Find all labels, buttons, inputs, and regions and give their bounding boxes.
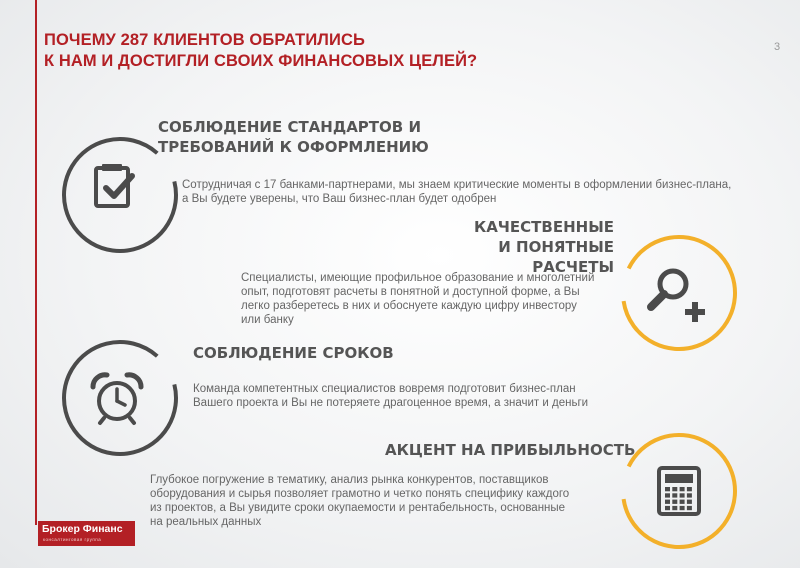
section-calculations-desc-line-2: опыт, подготовят расчеты в понятной и доступной форме, а Вы bbox=[241, 286, 580, 298]
section-profitability-title bbox=[385, 440, 635, 460]
page-number: 3 bbox=[774, 41, 781, 53]
section-profitability-desc-line-2: оборудования и сырья позволяет грамотно и четко понять специфику каждого bbox=[150, 488, 570, 500]
page-title bbox=[44, 30, 477, 72]
section-calculations-title-line-2: И ПОНЯТНЫЕ РАСЧЕТЫ bbox=[498, 238, 614, 276]
section-calculations-title bbox=[420, 217, 614, 277]
section-profitability-desc bbox=[150, 473, 569, 529]
section-standards-title-line-2: ТРЕБОВАНИЙ К ОФОРМЛЕНИЮ bbox=[158, 138, 429, 156]
calculator-key bbox=[672, 493, 677, 497]
calculator-key bbox=[687, 487, 692, 491]
section-profitability-desc-line-1: Глубокое погружение в тематику, анализ рынка конкурентов, поставщиков bbox=[150, 474, 549, 486]
calculator-key bbox=[665, 487, 670, 491]
calculator-key bbox=[665, 506, 670, 510]
company-logo bbox=[38, 521, 135, 546]
section-calculations-desc-line-1: Специалисты, имеющие профильное образование и многолетний bbox=[241, 272, 595, 284]
section-deadlines-title-line-1: СОБЛЮДЕНИЕ СРОКОВ bbox=[193, 344, 394, 362]
calculator-key bbox=[665, 493, 670, 497]
section-profitability-title-line-1: АКЦЕНТ НА ПРИБЫЛЬНОСТЬ bbox=[385, 441, 636, 459]
checklist-icon bbox=[92, 162, 142, 212]
section-profitability-desc-line-3: из проектов, а Вы увидите сроки окупаемости и рентабельность, основанные bbox=[150, 502, 566, 514]
alarm-clock-icon bbox=[90, 372, 144, 426]
section-standards-desc-line-2: а Вы будете уверены, что Ваш бизнес-план будет одобрен bbox=[182, 193, 497, 205]
calculator-key bbox=[687, 500, 692, 504]
calculator-key bbox=[672, 500, 677, 504]
section-standards-title bbox=[158, 117, 429, 157]
section-deadlines-title bbox=[193, 343, 394, 363]
calculator-key bbox=[672, 506, 677, 510]
section-calculations-desc-line-4: или банку bbox=[241, 314, 294, 326]
header-accent-line bbox=[35, 0, 37, 525]
page-title-line-2: К НАМ И ДОСТИГЛИ СВОИХ ФИНАНСОВЫХ ЦЕЛЕЙ? bbox=[44, 52, 478, 70]
calculator-key bbox=[680, 506, 685, 510]
calculator-key bbox=[672, 487, 677, 491]
section-standards-desc bbox=[182, 178, 731, 206]
section-deadlines-desc-line-2: Вашего проекта и Вы не потеряете драгоценное время, а значит и деньги bbox=[193, 397, 589, 409]
magnifier-plus-icon bbox=[645, 262, 709, 326]
section-calculations-desc-line-3: легко разберетесь в них и обоснуете каждую цифру инвестору bbox=[241, 300, 577, 312]
calculator-icon bbox=[657, 466, 701, 516]
section-deadlines-desc-line-1: Команда компетентных специалистов вовремя подготовит бизнес-план bbox=[193, 383, 576, 395]
calculator-key bbox=[680, 493, 685, 497]
company-logo-name: Брокер Финанс bbox=[42, 523, 123, 535]
section-deadlines-desc bbox=[193, 382, 588, 410]
calculator-key bbox=[680, 500, 685, 504]
section-profitability-desc-line-4: на реальных данных bbox=[150, 516, 262, 528]
page-title-line-1: ПОЧЕМУ 287 КЛИЕНТОВ ОБРАТИЛИСЬ bbox=[44, 31, 365, 49]
calculator-key bbox=[687, 506, 692, 510]
section-calculations-desc bbox=[241, 271, 594, 327]
section-standards-desc-line-1: Сотрудничая с 17 банками-партнерами, мы знаем критические моменты в оформлении бизнес-плана, bbox=[182, 179, 732, 191]
calculator-key bbox=[665, 500, 670, 504]
calculator-key bbox=[687, 493, 692, 497]
company-logo-tagline: консалтинговая группа bbox=[43, 537, 102, 542]
section-standards-title-line-1: СОБЛЮДЕНИЕ СТАНДАРТОВ И bbox=[158, 118, 421, 136]
section-calculations-title-line-1: КАЧЕСТВЕННЫЕ bbox=[473, 218, 614, 236]
calculator-key bbox=[680, 487, 685, 491]
